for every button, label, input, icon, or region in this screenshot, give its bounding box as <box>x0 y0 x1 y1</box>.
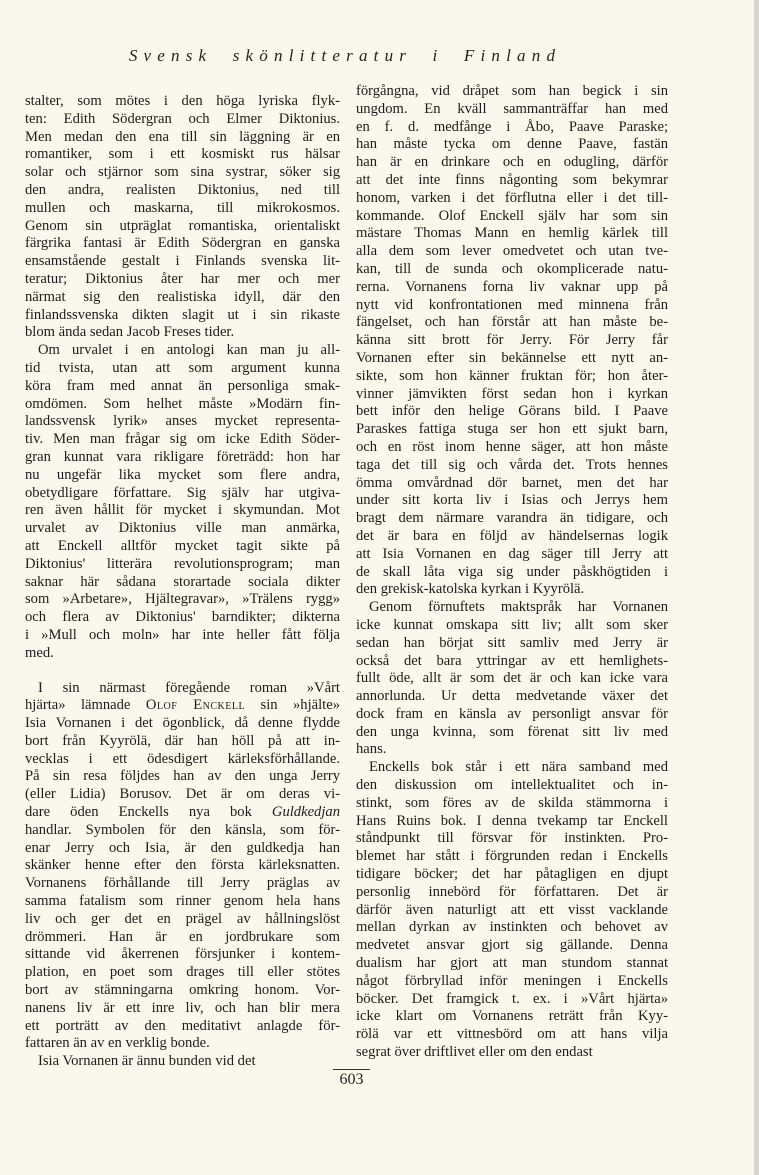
text-line: sittande vid åkerrenen försjunker i kontem- <box>25 946 340 963</box>
text-line: och flera av Diktonius' barndikter; dikterna <box>25 609 340 626</box>
text-line <box>25 804 340 822</box>
text-line: med. <box>25 644 54 661</box>
text-line: Enckells bok står i ett nära samband med <box>369 759 668 776</box>
text-line: kan, till de sunda och okomplicerade natu- <box>356 260 668 277</box>
text-line: omdömen. Som helhet måste »Modärn fin- <box>25 395 340 412</box>
text-line: ungdom. En kväll sammanträffar han med <box>356 100 668 117</box>
text-line: den grekisk-katolska kyrkan i Kyyrölä. <box>356 581 585 598</box>
text-line: alla dem som lever omedvetet och utan tve- <box>356 243 668 260</box>
page-number-rule <box>333 1069 370 1070</box>
text-line: den andra, realisten Diktonius, ned till <box>25 181 340 198</box>
text-line: taga det till sig och vårda det. Trots hennes <box>356 456 668 473</box>
text-line: han måste tycka om denne Paave, fastän <box>356 136 668 153</box>
text-line: ren även hållit för mycket i skymundan. Mot <box>25 502 340 519</box>
text-line: Vornanen efter sin bekännelse ett nytt an- <box>356 349 668 366</box>
text-line: tid tvista, utan att som argument kunna <box>25 359 340 376</box>
text-line: honom, varken i det förflutna eller i det till- <box>356 189 668 206</box>
text-line: i »Mull och moln» har inte heller fått följa <box>25 626 340 643</box>
text-line: På sin resa följdes han av den unga Jerry <box>25 768 340 785</box>
text-line: ten: Edith Södergran och Elmer Diktonius. <box>25 110 340 127</box>
text-line: bort av stämningarna omkring honom. Vor- <box>25 982 340 999</box>
right-column <box>356 83 668 1062</box>
text-line: sikte, som hon känner fruktan för; hon åter- <box>356 367 668 384</box>
text-line: Vornanens förhållande till Jerry präglas av <box>25 875 340 892</box>
text-line: bett inför den helige Görans bild. I Paave <box>356 403 668 420</box>
text-line: rerna. Vornanens forna liv vaknar upp på <box>356 278 668 295</box>
text-line: Paraskes fattiga stuga ser hon ett sjukt barn, <box>356 421 668 438</box>
paragraph <box>356 759 668 1062</box>
text-line: Isia Vornanen är ännu bunden vid det <box>38 1053 256 1070</box>
text-line: närmat sig den realistiska idyll, där den <box>25 288 340 305</box>
text-line: blom ända sedan Jacob Freses tider. <box>25 324 235 341</box>
text-line: Diktonius' litterära revolutionsprogram; man <box>25 555 340 572</box>
text-line: stalter, som mötes i den höga lyriska flyk- <box>25 93 340 109</box>
paragraph <box>25 342 340 662</box>
text-segment: sin »hjälte» <box>245 697 341 714</box>
text-line: medvetet ansvar gjort sig gällande. Denna <box>356 937 668 954</box>
text-line: samma fatalism som rinner genom hela hans <box>25 893 340 910</box>
left-column <box>25 93 340 1071</box>
running-title: Svensk skönlitteratur i Finland <box>128 46 562 65</box>
text-line: den diskussion om intellektualitet och in- <box>356 777 668 794</box>
text-line: de skall låta viga sig under påskhögtiden i <box>356 563 668 580</box>
text-line: ett porträtt av den meditativt anlagde för- <box>25 1017 340 1034</box>
text-line: solar och stjärnor som sina systrar, söker sig <box>25 164 340 181</box>
text-line: rölä var ett vittnesbörd om att hans vilja <box>356 1026 668 1043</box>
text-line: fattaren än av en verklig bonde. <box>25 1035 210 1052</box>
text-line: vecklas i ett ödesdigert kärleksförhållande. <box>25 750 340 767</box>
text-line: därför även naturligt att ett visst vacklande <box>356 901 668 918</box>
text-line: en f. d. medfånge i Åbo, Paave Paraske; <box>356 118 668 135</box>
text-line: handlar. Symbolen för den känsla, som för- <box>25 821 340 838</box>
text-line: mullen och maskarna, till mikrokosmos. <box>25 199 340 216</box>
text-line: ståndpunkt till försvar för instinkten. Pro- <box>356 830 668 847</box>
text-line: stinkt, som föres av de skilda stämmorna i <box>356 794 668 811</box>
text-line: nu ungefär lika mycket som flere andra, <box>25 466 340 483</box>
text-line: dock fram en känsla av personligt ansvar för <box>356 705 668 722</box>
text-line: mellan dyrkan av instinkten och behovet av <box>356 919 668 936</box>
text-line: tiv. Men man frågar sig om icke Edith Söder- <box>25 431 340 448</box>
paragraph <box>356 599 668 759</box>
text-line: Om urvalet i en antologi kan man ju all- <box>38 342 340 359</box>
text-line: som »Arbetare», Hjältegravar», »Trälens rygg» <box>25 591 340 608</box>
text-line: saknar här sådana storartade sociala dikter <box>25 573 340 590</box>
text-line: obetydligare författare. Sig själv har utgiva- <box>25 484 340 501</box>
text-line: dualism har gjort att man stundom stannat <box>356 955 668 972</box>
text-line: att det inte finns någonting som bekymrar <box>356 171 668 188</box>
text-line: finlandssvenska dikten slagit ut i sin rikaste <box>25 306 340 323</box>
text-line: icke kunnat omskapa sitt liv; allt som sker <box>356 616 668 633</box>
text-line: känna sitt brott för Jerry. För Jerry får <box>356 332 668 349</box>
text-line: icke klart om Vornanens reträtt från Kyy- <box>356 1008 668 1025</box>
text-line: annorlunda. Ur detta medvetande växer det <box>356 688 668 705</box>
text-line: tidigare böcker; det har påtagligen en djupt <box>356 866 668 883</box>
text-line: fullt öde, allt är som det är och kan icke vara <box>356 670 668 687</box>
text-line: (eller Lidia) Borusov. Det är om deras vi- <box>25 786 340 803</box>
text-line: färgrika fantasi är Edith Södergran en ganska <box>25 235 340 252</box>
text-line: Genom förnuftets maktspråk har Vornanen <box>369 599 668 616</box>
text-line: skänker henne efter den första kärleksnatten. <box>25 857 340 874</box>
text-line: fängelset, och han förstår att han måste be- <box>356 314 668 331</box>
text-line: Genom sin utpräglat romantiska, orientaliskt <box>25 217 340 234</box>
text-line: böcker. Det framgick t. ex. i »Vårt hjärta» <box>356 990 668 1007</box>
text-line: kommande. Olof Enckell själv har som sin <box>356 207 668 224</box>
text-line: segrat över driftlivet eller om den endast <box>356 1044 593 1061</box>
text-line: Hans Ruins bok. I denna tvekamp tar Enckell <box>356 812 668 829</box>
text-line: mästare Thomas Mann en hemlig kärlek till <box>356 225 668 242</box>
text-line: blemet har stått i förgrunden redan i Enckells <box>356 848 668 865</box>
text-line: bragt dem närmare varandra än tidigare, och <box>356 510 668 527</box>
text-line: han är en drinkare och en odugling, därför <box>356 154 668 171</box>
text-line: enar Jerry och Isia, är den guldkedja han <box>25 839 340 856</box>
text-line <box>25 697 340 715</box>
text-line: personlig innebörd för författaren. Det är <box>356 883 668 900</box>
paragraph <box>356 83 668 599</box>
text-line: sedan han börjat sitt samliv med Jerry är <box>356 634 668 651</box>
text-line: landssvensk lyrik» anses mycket representa- <box>25 413 340 430</box>
text-line: förgångna, vid dråpet som han begick i sin <box>356 83 668 99</box>
text-line: också det bara yttringar av ett hemlighets- <box>356 652 668 669</box>
text-segment: dare öden Enckells nya bok <box>25 804 272 821</box>
text-line: romantiker, som i ett kosmiskt rus hälsar <box>25 146 340 163</box>
paragraph <box>25 93 340 342</box>
text-line: I sin närmast föregående roman »Vårt <box>38 679 340 696</box>
text-line: hans. <box>356 741 387 758</box>
text-line: drömmeri. Han är en jordbrukare som <box>25 928 340 945</box>
text-segment: hjärta» lämnade <box>25 697 146 714</box>
text-line: Men medan den ena till sin läggning är en <box>25 128 340 145</box>
text-line: gran kunnat vara rikligare företrädd: hon har <box>25 448 340 465</box>
text-line: nanens liv är ett inre liv, och han blir mera <box>25 999 340 1016</box>
text-line: bort från Kyyrölä, där han höll på att in- <box>25 732 340 749</box>
text-line: urvalet av Diktonius ville man anmärka, <box>25 520 340 537</box>
text-line: något förbryllad inför meningen i Enckells <box>356 972 668 989</box>
text-line: ensamstående gestalt i Finlands svenska lit- <box>25 253 340 270</box>
text-line: nytt vid konfrontationen med minnena från <box>356 296 668 313</box>
text-line: Isia Vornanen i det ögonblick, då denne flydde <box>25 715 340 732</box>
page-number: 603 <box>339 1071 364 1088</box>
text-line: liv och ger det en prägel av hållningslöst <box>25 910 340 927</box>
book-title: Guldkedjan <box>271 804 340 821</box>
text-line: ömma omvårdnad dör barnet, men det har <box>356 474 668 491</box>
text-line: under sitt korta liv i Isias och Jerrys hem <box>356 492 668 509</box>
text-line: plation, en poet som drages till eller stötes <box>25 964 340 981</box>
text-line: köra fram med annat än personliga smak- <box>25 377 340 394</box>
paragraph-gap <box>25 663 340 680</box>
text-line: det är bara en följd av händelsernas logik <box>356 527 668 544</box>
text-line: vinner jämvikten först sedan hon i kyrkan <box>356 385 668 402</box>
text-line: teratur; Diktonius åter har mer och mer <box>25 270 340 287</box>
text-line: den unga kvinna, som förenat sitt liv med <box>356 723 668 740</box>
text-line: att Isia Vornanen en dag säger till Jerry att <box>356 545 668 562</box>
paragraph <box>25 1053 340 1071</box>
paragraph <box>25 680 340 1054</box>
author-name: Olof Enckell <box>145 697 246 714</box>
text-line: att Enckell alltför mycket tagit sikte på <box>25 537 340 554</box>
text-line: och en röst inom henne säger, att hon måste <box>356 438 668 455</box>
page-edge <box>754 0 759 1175</box>
